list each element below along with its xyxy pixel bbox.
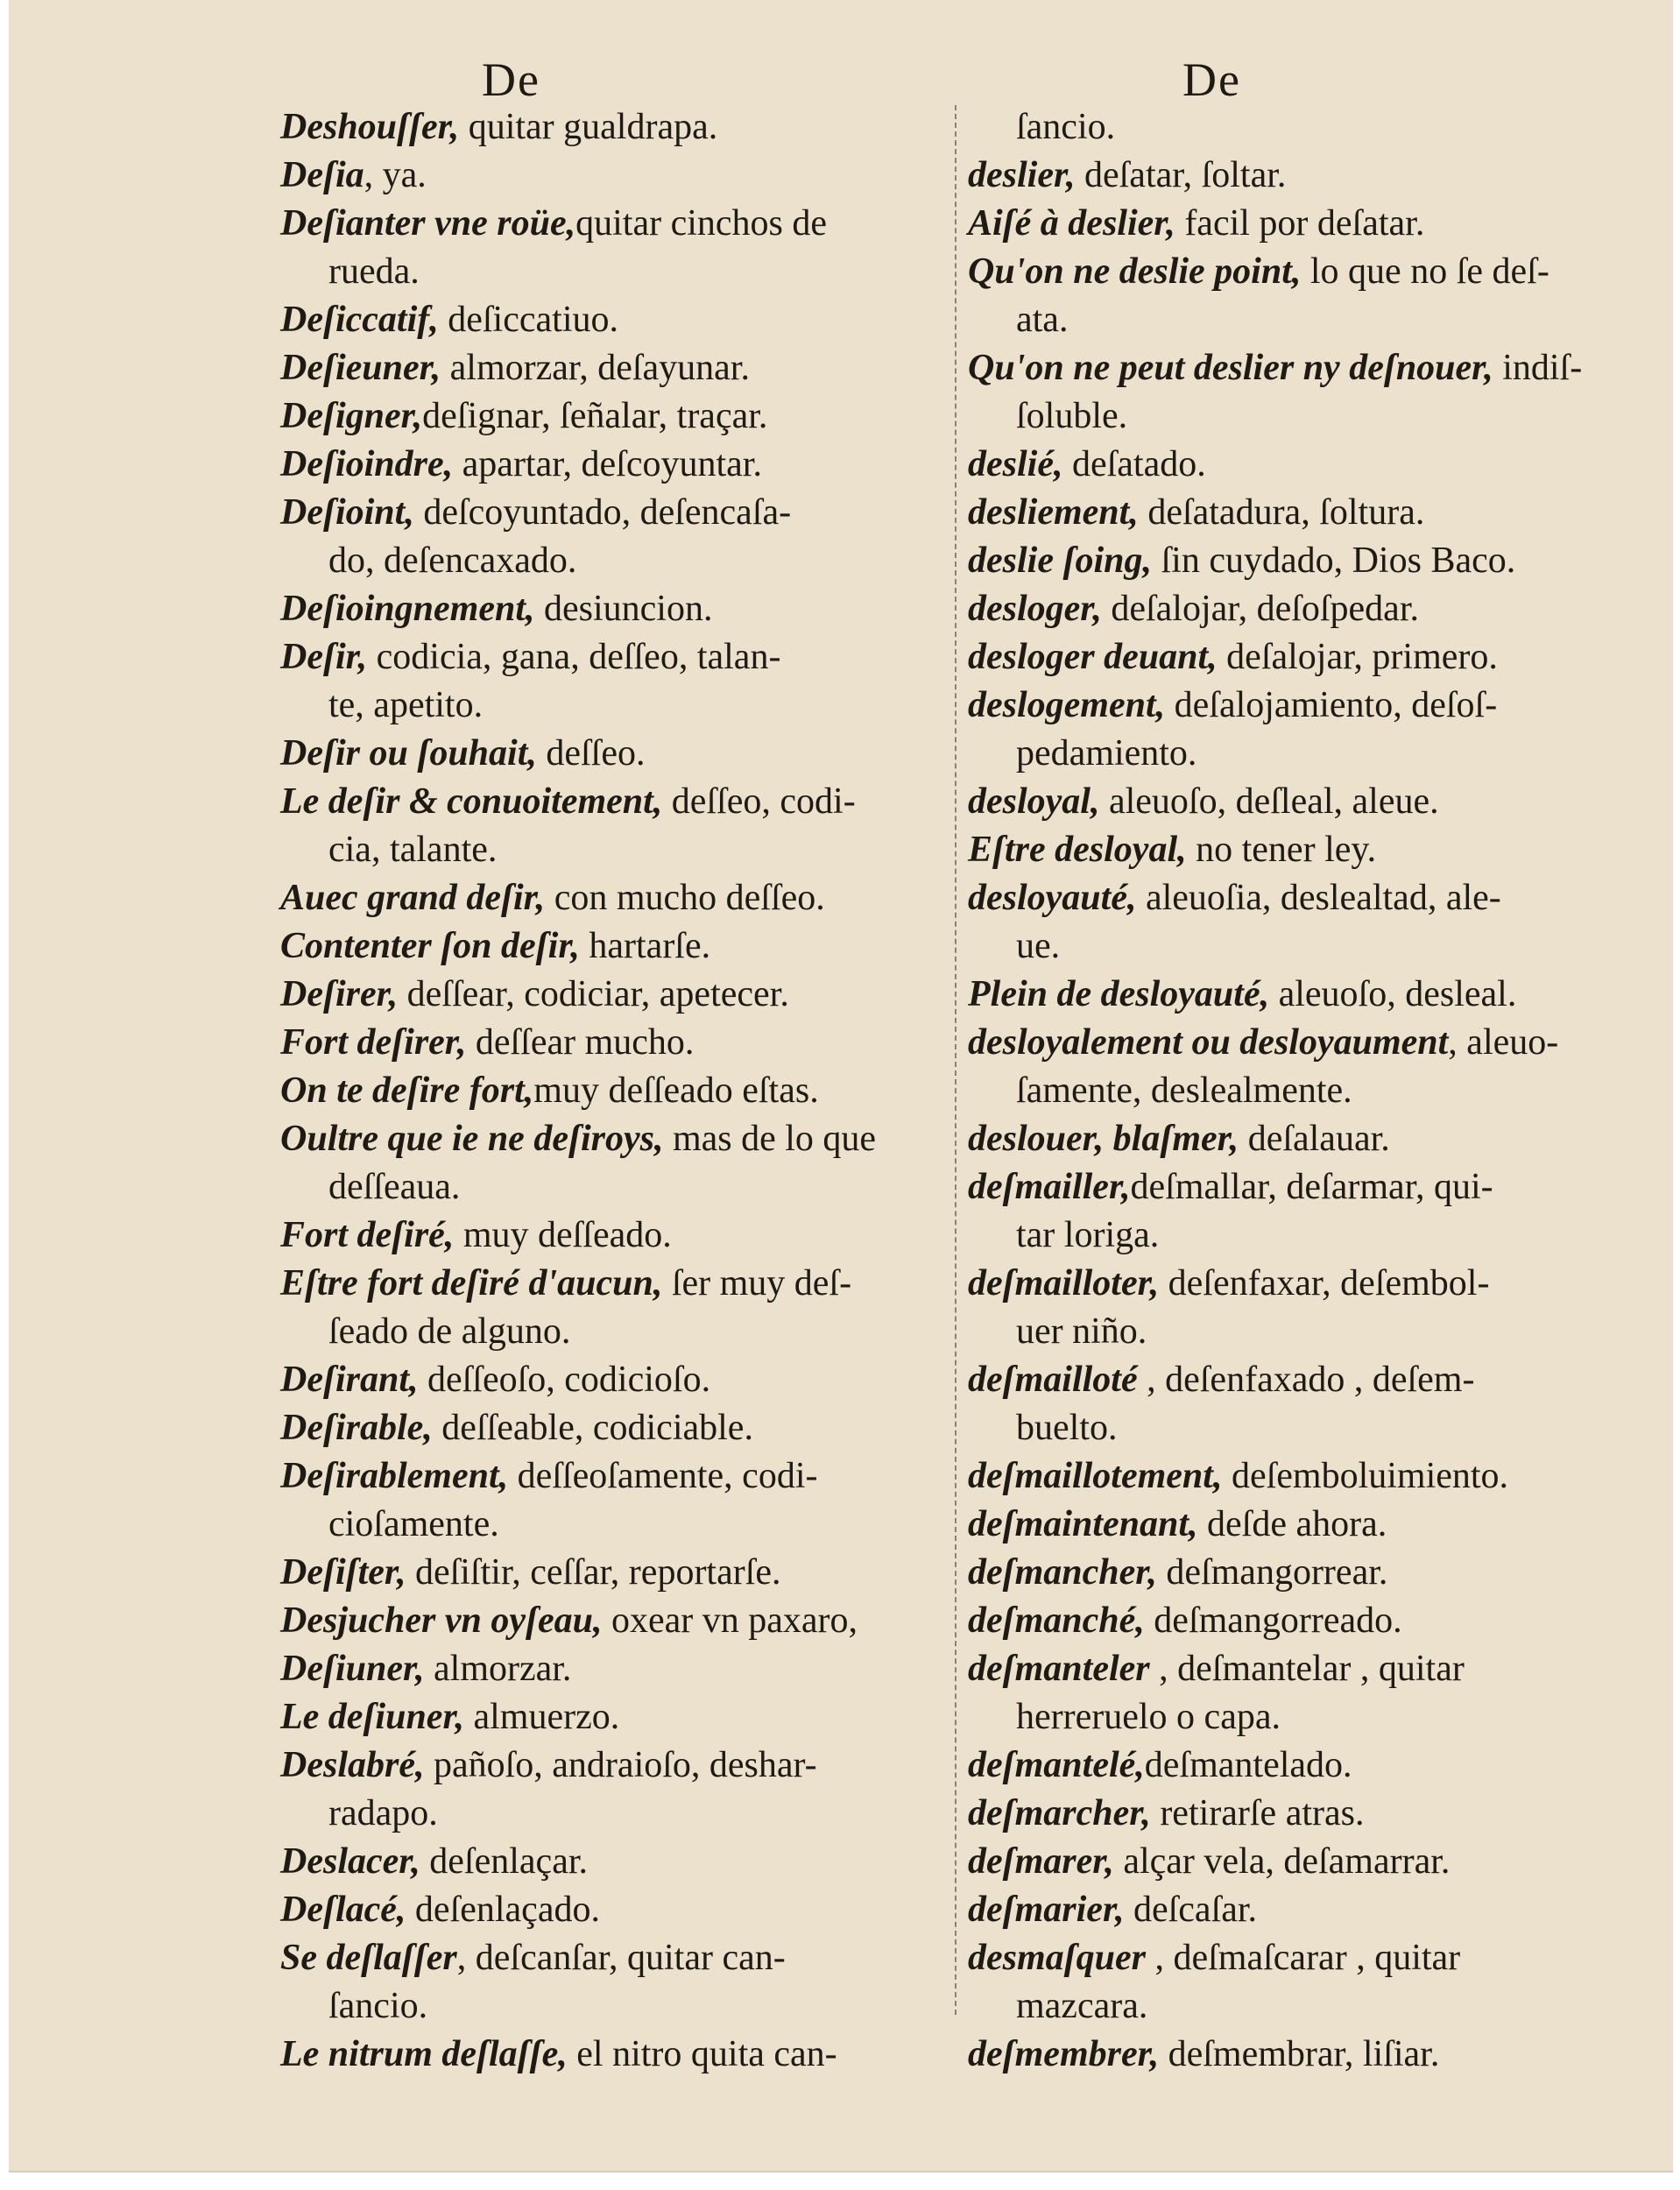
dictionary-entry xyxy=(968,1934,1634,1982)
dictionary-entry xyxy=(968,392,1634,441)
dictionary-entry xyxy=(968,296,1634,344)
entry-headword: Deſirablement, xyxy=(280,1456,509,1496)
entry-headword: deslier, xyxy=(968,155,1076,195)
dictionary-entry xyxy=(968,682,1634,730)
entry-definition: ſoluble. xyxy=(1016,396,1128,436)
entry-definition: almuerzo. xyxy=(463,1697,620,1737)
entry-definition: cia, talante. xyxy=(328,830,498,870)
entry-definition: codicia, gana, deſſeo, talan- xyxy=(367,637,781,677)
dictionary-entry xyxy=(968,1115,1634,1163)
dictionary-entry xyxy=(968,1886,1634,1934)
dictionary-entry xyxy=(280,1741,946,1790)
dictionary-entry xyxy=(280,633,946,682)
entry-definition: , ya. xyxy=(364,155,427,195)
dictionary-entry xyxy=(280,1115,946,1163)
entry-definition: pedamiento. xyxy=(1016,733,1197,774)
dictionary-entry xyxy=(280,1597,946,1645)
dictionary-entry xyxy=(280,489,946,537)
entry-definition: deſenlaçar. xyxy=(420,1841,589,1882)
entry-definition: pañoſo, andraioſo, deshar- xyxy=(424,1745,817,1785)
entry-definition: con mucho deſſeo. xyxy=(545,878,825,918)
dictionary-entry xyxy=(968,537,1634,585)
dictionary-entry xyxy=(280,971,946,1019)
entry-headword: Desjucher vn oyſeau, xyxy=(280,1600,603,1641)
entry-definition: almorzar. xyxy=(424,1649,572,1689)
entry-headword: Deslacer, xyxy=(280,1841,420,1882)
dictionary-entry xyxy=(968,874,1634,922)
entry-definition: radapo. xyxy=(328,1793,438,1833)
entry-headword: deslouer, blaſmer, xyxy=(968,1119,1239,1159)
dictionary-entry xyxy=(280,1067,946,1115)
entry-headword: Deſieuner, xyxy=(280,348,441,388)
dictionary-entry xyxy=(280,248,946,296)
entry-definition: deſſear, codiciar, apetecer. xyxy=(398,974,789,1014)
dictionary-entry xyxy=(968,1260,1634,1308)
entry-definition: deſalojamiento, deſoſ- xyxy=(1165,685,1498,725)
dictionary-entry xyxy=(968,1597,1634,1645)
entry-definition: deſſeoſamente, codi- xyxy=(508,1456,818,1496)
entry-definition: deſſear mucho. xyxy=(466,1022,695,1063)
dictionary-entry xyxy=(280,1404,946,1452)
entry-headword: deſmaintenant, xyxy=(968,1504,1198,1544)
entry-definition: deſmantelado. xyxy=(1144,1745,1352,1785)
dictionary-entry xyxy=(280,1934,946,1982)
dictionary-entry xyxy=(280,1308,946,1356)
entry-definition: cioſamente. xyxy=(328,1504,499,1544)
entry-headword: Deſia xyxy=(280,155,364,195)
entry-definition: deſſeable, codiciable. xyxy=(432,1408,753,1448)
entry-definition: tar loriga. xyxy=(1016,1215,1160,1255)
entry-definition: deſalojar, deſoſpedar. xyxy=(1101,589,1419,629)
dictionary-entry xyxy=(968,1356,1634,1404)
entry-headword: Qu'on ne deslie point, xyxy=(968,251,1302,292)
dictionary-entry xyxy=(968,344,1634,392)
entry-definition: ſancio. xyxy=(328,1986,428,2026)
entry-definition: deſatar, ſoltar. xyxy=(1075,155,1287,195)
dictionary-entry xyxy=(968,1693,1634,1741)
entry-headword: desliement, xyxy=(968,492,1139,533)
dictionary-entry xyxy=(280,1212,946,1260)
entry-definition: deſignar, ſeñalar, traçar. xyxy=(422,396,768,436)
entry-definition: , deſcanſar, quitar can- xyxy=(456,1938,786,1978)
entry-definition: deſſeoſo, codicioſo. xyxy=(418,1360,711,1400)
entry-headword: Deſirant, xyxy=(280,1360,419,1400)
entry-definition: alçar vela, deſamarrar. xyxy=(1113,1841,1451,1882)
dictionary-entry xyxy=(968,971,1634,1019)
dictionary-entry xyxy=(280,344,946,392)
dictionary-entry xyxy=(968,826,1634,874)
entry-headword: Eſtre desloyal, xyxy=(968,830,1187,870)
entry-definition: ſamente, deslealmente. xyxy=(1016,1070,1352,1111)
dictionary-entry xyxy=(280,441,946,489)
entry-definition: , deſmantelar , quitar xyxy=(1149,1649,1465,1689)
entry-headword: desloyal, xyxy=(968,781,1100,822)
entry-headword: deſmanteler xyxy=(968,1649,1150,1689)
dictionary-entry xyxy=(280,103,946,152)
entry-definition: aleuoſo, deſleal, aleue. xyxy=(1099,781,1439,822)
entry-headword: deslié, xyxy=(968,444,1063,484)
entry-definition: , deſenfaxado , deſem- xyxy=(1137,1360,1475,1400)
dictionary-entry xyxy=(280,200,946,248)
entry-headword: Deslabré, xyxy=(280,1745,425,1785)
entry-definition: , deſmaſcarar , quitar xyxy=(1146,1938,1461,1978)
dictionary-entry xyxy=(968,200,1634,248)
dictionary-entry xyxy=(968,103,1634,152)
entry-definition: deſiccatiuo. xyxy=(438,300,618,340)
entry-headword: deſmanché, xyxy=(968,1600,1145,1641)
dictionary-entry xyxy=(280,1790,946,1838)
entry-definition: deſcaſar. xyxy=(1124,1890,1258,1930)
entry-headword: deſmancher, xyxy=(968,1552,1157,1593)
entry-headword: Deſir ou ſouhait, xyxy=(280,733,537,774)
dictionary-entry xyxy=(280,1645,946,1693)
entry-definition: ſancio. xyxy=(1016,107,1116,147)
entry-headword: Eſtre fort deſiré d'aucun, xyxy=(280,1263,663,1303)
entry-headword: Deſirer, xyxy=(280,974,399,1014)
entry-headword: deslogement, xyxy=(968,685,1166,725)
dictionary-entry xyxy=(968,2031,1634,2079)
dictionary-entry xyxy=(968,489,1634,537)
dictionary-entry xyxy=(968,248,1634,296)
dictionary-entry xyxy=(280,1163,946,1212)
entry-headword: Deſiccatif, xyxy=(280,300,439,340)
entry-definition: indiſ- xyxy=(1493,348,1583,388)
entry-definition: buelto. xyxy=(1016,1408,1118,1448)
entry-headword: Deſioingnement, xyxy=(280,589,535,629)
entry-definition: deſiſtir, ceſſar, reportarſe. xyxy=(406,1552,781,1593)
entry-definition: do, deſencaxado. xyxy=(328,540,577,581)
entry-headword: Deshouſſer, xyxy=(280,107,460,147)
entry-headword: Le deſiuner, xyxy=(280,1697,464,1737)
entry-definition: oxear vn paxaro, xyxy=(602,1600,858,1641)
dictionary-entry xyxy=(280,537,946,585)
dictionary-entry xyxy=(280,874,946,922)
entry-headword: deſmarcher, xyxy=(968,1793,1151,1833)
entry-headword: On te deſire fort, xyxy=(280,1070,534,1111)
dictionary-entry xyxy=(968,1067,1634,1115)
dictionary-entry xyxy=(968,1790,1634,1838)
entry-definition: deſde ahora. xyxy=(1197,1504,1387,1544)
entry-definition: facil por deſatar. xyxy=(1175,203,1425,244)
entry-definition: rueda. xyxy=(328,251,420,292)
entry-definition: muy deſſeado eſtas. xyxy=(533,1070,819,1111)
entry-definition: mas de lo que xyxy=(663,1119,877,1159)
dictionary-entry xyxy=(280,1501,946,1549)
entry-headword: Auec grand deſir, xyxy=(280,878,546,918)
dictionary-entry xyxy=(280,296,946,344)
dictionary-entry xyxy=(280,1019,946,1067)
dictionary-entry xyxy=(280,778,946,826)
entry-headword: deſmailloté xyxy=(968,1360,1138,1400)
entry-definition: apartar, deſcoyuntar. xyxy=(453,444,762,484)
entry-definition: herreruelo o capa. xyxy=(1016,1697,1281,1737)
entry-definition: deſenlaçado. xyxy=(406,1890,600,1930)
entry-headword: deſmailler, xyxy=(968,1167,1131,1207)
entry-definition: ue. xyxy=(1016,926,1061,966)
entry-headword: deslie ſoing, xyxy=(968,540,1152,581)
dictionary-entry xyxy=(280,1693,946,1741)
entry-headword: desloger, xyxy=(968,589,1102,629)
dictionary-entry xyxy=(968,1982,1634,2031)
entry-definition: uer niño. xyxy=(1016,1311,1147,1352)
dictionary-entry xyxy=(280,1549,946,1597)
dictionary-entry xyxy=(968,1404,1634,1452)
entry-definition: muy deſſeado. xyxy=(454,1215,672,1255)
entry-definition: , aleuo- xyxy=(1448,1022,1559,1063)
entry-definition: desiuncion. xyxy=(534,589,713,629)
dictionary-entry xyxy=(968,1549,1634,1597)
dictionary-entry xyxy=(280,2031,946,2079)
dictionary-entry xyxy=(280,152,946,200)
entry-definition: deſemboluimiento. xyxy=(1222,1456,1509,1496)
entry-definition: hartarſe. xyxy=(579,926,711,966)
entry-headword: Deſiuner, xyxy=(280,1649,425,1689)
entry-headword: Deſigner, xyxy=(280,396,423,436)
entry-definition: deſſeo, codi- xyxy=(662,781,856,822)
entry-headword: deſmarier, xyxy=(968,1890,1125,1930)
entry-headword: deſmembrer, xyxy=(968,2034,1160,2074)
entry-headword: Deſir, xyxy=(280,637,368,677)
dictionary-entry xyxy=(280,826,946,874)
dictionary-entry xyxy=(280,922,946,971)
entry-definition: ſin cuydado, Dios Baco. xyxy=(1151,540,1516,581)
entry-headword: desmaſquer xyxy=(968,1938,1146,1978)
entry-definition: no tener ley. xyxy=(1186,830,1377,870)
entry-definition: retirarſe atras. xyxy=(1150,1793,1365,1833)
entry-definition: mazcara. xyxy=(1016,1986,1148,2026)
entry-headword: Le nitrum deſlaſſe, xyxy=(280,2034,568,2074)
entry-headword: Contenter ſon deſir, xyxy=(280,926,580,966)
entry-definition: ata. xyxy=(1016,300,1069,340)
entry-headword: Aiſé à deslier, xyxy=(968,203,1175,244)
entry-headword: desloger deuant, xyxy=(968,637,1218,677)
entry-definition: deſmangorreado. xyxy=(1144,1600,1402,1641)
entry-headword: desloyauté, xyxy=(968,878,1137,918)
entry-definition: deſmallar, deſarmar, qui- xyxy=(1130,1167,1493,1207)
dictionary-entry xyxy=(968,730,1634,778)
dictionary-entry xyxy=(280,682,946,730)
dictionary-entry xyxy=(968,441,1634,489)
entry-headword: Deſioindre, xyxy=(280,444,454,484)
entry-headword: Se deſlaſſer xyxy=(280,1938,457,1978)
entry-headword: Fort deſirer, xyxy=(280,1022,467,1063)
entry-definition: aleuoſo, desleal. xyxy=(1269,974,1517,1014)
entry-definition: deſmangorrear. xyxy=(1156,1552,1388,1593)
entry-headword: deſmarer, xyxy=(968,1841,1114,1882)
entry-headword: Fort deſiré, xyxy=(280,1215,455,1255)
entry-headword: Plein de desloyauté, xyxy=(968,974,1270,1014)
column-divider xyxy=(955,105,956,2015)
entry-definition: quitar gualdrapa. xyxy=(459,107,718,147)
entry-definition: deſatadura, ſoltura. xyxy=(1138,492,1425,533)
entry-headword: Deſioint, xyxy=(280,492,414,533)
entry-headword: Deſiſter, xyxy=(280,1552,406,1593)
dictionary-entry xyxy=(968,1741,1634,1790)
dictionary-entry xyxy=(968,1452,1634,1501)
entry-definition: ſer muy deſ- xyxy=(662,1263,852,1303)
entry-definition: deſſeaua. xyxy=(328,1167,461,1207)
dictionary-entry xyxy=(280,1356,946,1404)
dictionary-entry xyxy=(968,1212,1634,1260)
entry-definition: deſalojar, primero. xyxy=(1217,637,1498,677)
entry-definition: almorzar, deſayunar. xyxy=(441,348,750,388)
dictionary-entry xyxy=(280,1838,946,1886)
entry-definition: ſeado de alguno. xyxy=(328,1311,571,1352)
running-header-left: De xyxy=(482,53,540,106)
entry-definition: aleuoſia, deslealtad, ale- xyxy=(1136,878,1501,918)
entry-headword: deſmailloter, xyxy=(968,1263,1160,1303)
dictionary-entry xyxy=(280,1982,946,2031)
entry-definition: el nitro quita can- xyxy=(567,2034,837,2074)
entry-headword: Deſianter vne roüe, xyxy=(280,203,576,244)
entry-headword: Qu'on ne peut deslier ny deſnouer, xyxy=(968,348,1493,388)
entry-definition: deſmembrar, liſiar. xyxy=(1159,2034,1440,2074)
dictionary-entry xyxy=(968,778,1634,826)
entry-definition: lo que no ſe deſ- xyxy=(1301,251,1549,292)
dictionary-entry xyxy=(280,730,946,778)
dictionary-entry xyxy=(280,1886,946,1934)
entry-headword: Deſlacé, xyxy=(280,1890,406,1930)
left-column xyxy=(280,103,946,2079)
entry-headword: desloyalement ou desloyaument xyxy=(968,1022,1449,1063)
dictionary-entry xyxy=(968,1838,1634,1886)
dictionary-entry xyxy=(280,1452,946,1501)
entry-definition: quitar cinchos de xyxy=(575,203,828,244)
dictionary-entry xyxy=(968,585,1634,633)
entry-headword: Le deſir & conuoitement, xyxy=(280,781,663,822)
entry-headword: Deſirable, xyxy=(280,1408,433,1448)
entry-definition: deſſeo. xyxy=(536,733,646,774)
entry-definition: te, apetito. xyxy=(328,685,484,725)
entry-definition: deſenfaxar, deſembol- xyxy=(1159,1263,1490,1303)
running-header-right: De xyxy=(1182,53,1241,106)
dictionary-page xyxy=(9,0,1673,2172)
right-column xyxy=(968,103,1634,2079)
entry-definition: deſalauar. xyxy=(1239,1119,1390,1159)
dictionary-entry xyxy=(968,1501,1634,1549)
dictionary-entry xyxy=(968,922,1634,971)
entry-headword: Oultre que ie ne deſiroys, xyxy=(280,1119,664,1159)
entry-definition: deſatado. xyxy=(1062,444,1206,484)
dictionary-entry xyxy=(968,633,1634,682)
dictionary-entry xyxy=(280,585,946,633)
dictionary-entry xyxy=(968,152,1634,200)
entry-headword: deſmaillotement, xyxy=(968,1456,1223,1496)
dictionary-entry xyxy=(280,1260,946,1308)
entry-headword: deſmantelé, xyxy=(968,1745,1145,1785)
entry-definition: deſcoyuntado, deſencaſa- xyxy=(413,492,792,533)
dictionary-entry xyxy=(968,1019,1634,1067)
dictionary-entry xyxy=(968,1163,1634,1212)
dictionary-entry xyxy=(968,1308,1634,1356)
dictionary-entry xyxy=(968,1645,1634,1693)
dictionary-entry xyxy=(280,392,946,441)
